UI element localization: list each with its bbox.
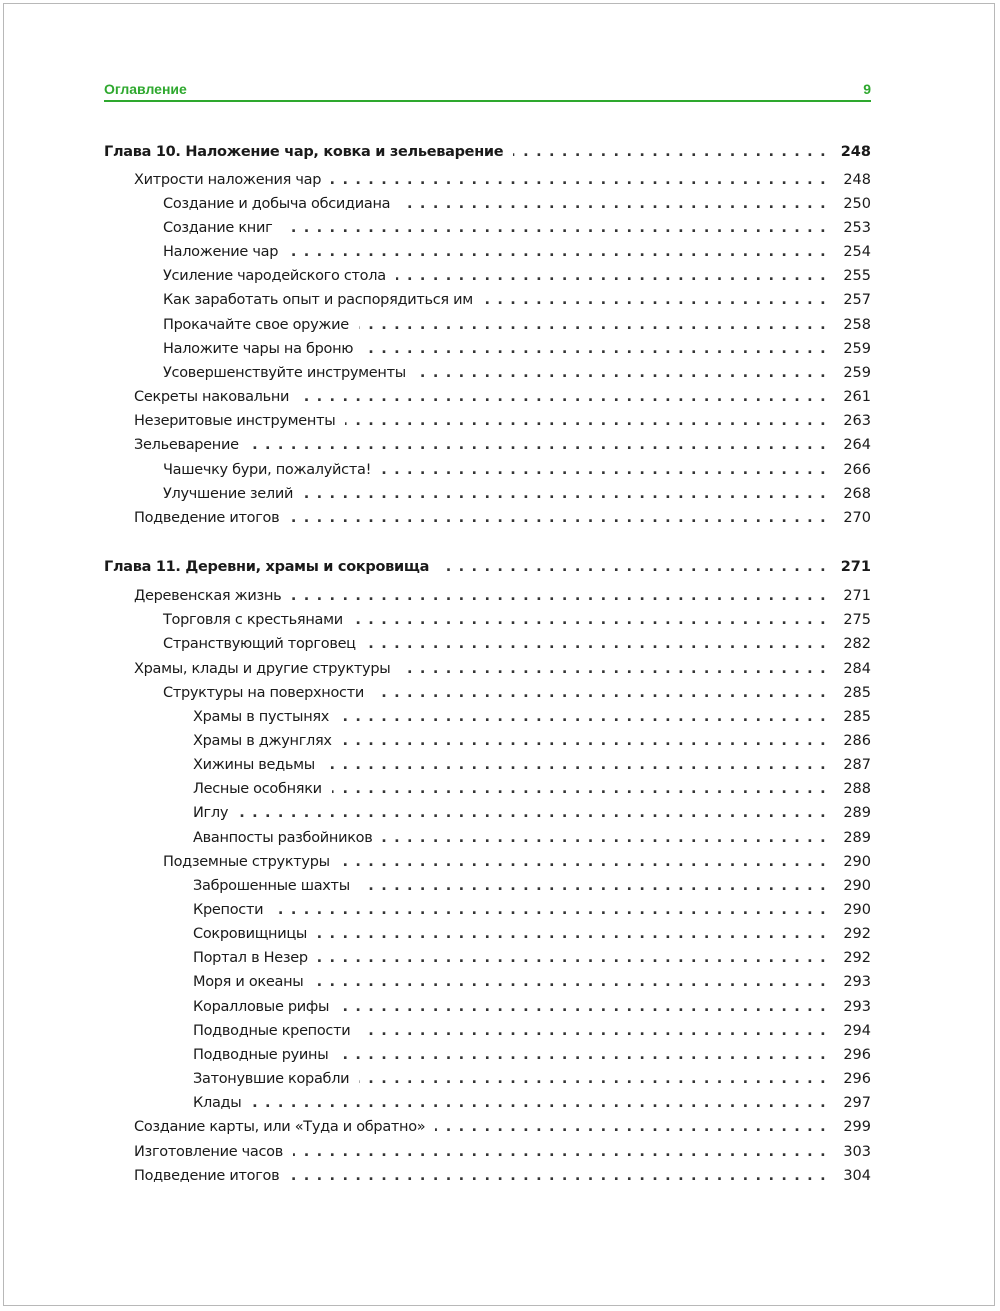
toc-entry-page: 286 [843, 733, 871, 749]
toc-entry-title: Храмы в джунглях [193, 729, 342, 753]
toc-entry-title: Храмы в пустынях [193, 705, 339, 729]
toc-entry-page: 294 [843, 1023, 871, 1039]
dot-leader [360, 874, 837, 898]
toc-entry[interactable] [104, 288, 871, 312]
dot-leader [340, 850, 837, 874]
dot-leader [483, 288, 837, 312]
toc-entry-title: Глава 11. Деревни, храмы и сокровища [104, 555, 439, 579]
toc-entry[interactable] [104, 216, 871, 240]
toc-entry-title: Наложите чары на броню [163, 337, 363, 361]
toc-entry[interactable] [104, 995, 871, 1019]
dot-leader [513, 140, 837, 164]
dot-leader [317, 922, 837, 946]
toc-entry-page: 288 [843, 781, 871, 797]
toc-entry-title: Аванпосты разбойников [193, 826, 382, 850]
toc-entry-page: 285 [843, 685, 871, 701]
dot-leader [251, 1091, 837, 1115]
toc-chapter-entry[interactable] [104, 140, 871, 164]
dot-leader [339, 995, 837, 1019]
toc-entry-page: 296 [843, 1047, 871, 1063]
toc-entry-page: 275 [843, 612, 871, 628]
toc-entry-page: 263 [843, 413, 871, 429]
toc-entry-title: Секреты наковальни [134, 385, 299, 409]
dot-leader [313, 970, 837, 994]
toc-entry-page: 303 [843, 1144, 871, 1160]
toc-entry-title: Деревенская жизнь [134, 584, 291, 608]
toc-entry-page: 304 [843, 1168, 871, 1184]
dot-leader [338, 1043, 837, 1067]
section-title: Оглавление [104, 81, 187, 97]
toc-entry[interactable] [104, 337, 871, 361]
toc-entry-title: Моря и океаны [193, 970, 313, 994]
running-header [104, 75, 871, 102]
toc-entry-title: Создание книг [163, 216, 282, 240]
toc-entry-page: 261 [843, 389, 871, 405]
dot-leader [360, 1019, 837, 1043]
dot-leader [359, 313, 837, 337]
toc-entry-page: 250 [843, 196, 871, 212]
toc-entry-title: Усиление чародейского стола [163, 264, 396, 288]
dot-leader [318, 946, 837, 970]
toc-entry-page: 254 [843, 244, 871, 260]
dot-leader [339, 705, 837, 729]
toc-entry[interactable] [104, 168, 871, 192]
toc-entry-title: Зельеварение [134, 433, 249, 457]
toc-entry-title: Чашечку бури, пожалуйста! [163, 458, 381, 482]
page-number: 9 [863, 81, 871, 97]
toc-chapter-entry[interactable] [104, 555, 871, 579]
dot-leader [299, 385, 837, 409]
toc-entry[interactable] [104, 705, 871, 729]
dot-leader [416, 361, 837, 385]
toc-entry-title: Подводные крепости [193, 1019, 360, 1043]
toc-entry-title: Подводные руины [193, 1043, 338, 1067]
toc-entry-title: Глава 10. Наложение чар, ковка и зельеварение [104, 140, 513, 164]
dot-leader [293, 1140, 837, 1164]
toc-entry[interactable] [104, 458, 871, 482]
toc-entry[interactable] [104, 1019, 871, 1043]
dot-leader [359, 1067, 837, 1091]
toc-entry-page: 248 [843, 172, 871, 188]
dot-leader [288, 240, 837, 264]
toc-entry-page: 289 [843, 805, 871, 821]
toc-entry-title: Как заработать опыт и распорядиться им [163, 288, 483, 312]
dot-leader [332, 777, 837, 801]
toc-entry-title: Иглу [193, 801, 238, 825]
toc-entry-title: Структуры на поверхности [163, 681, 374, 705]
dot-leader [345, 409, 837, 433]
toc-entry-page: 290 [843, 854, 871, 870]
toc-entry-page: 299 [843, 1119, 871, 1135]
toc-entry-title: Заброшенные шахты [193, 874, 360, 898]
toc-entry[interactable] [104, 506, 871, 530]
toc-entry-page: 290 [843, 878, 871, 894]
toc-entry[interactable] [104, 970, 871, 994]
toc-entry-title: Прокачайте свое оружие [163, 313, 359, 337]
toc-entry-title: Создание карты, или «Туда и обратно» [134, 1115, 435, 1139]
toc-entry-page: 290 [843, 902, 871, 918]
toc-entry[interactable] [104, 1067, 871, 1091]
dot-leader [331, 168, 837, 192]
toc-entry-title: Странствующий торговец [163, 632, 366, 656]
dot-leader [303, 482, 837, 506]
toc-entry-title: Сокровищницы [193, 922, 317, 946]
toc-entry[interactable] [104, 192, 871, 216]
toc-entry-title: Усовершенствуйте инструменты [163, 361, 416, 385]
toc-entry-page: 255 [843, 268, 871, 284]
dot-leader [249, 433, 837, 457]
toc-entry-page: 293 [843, 999, 871, 1015]
toc-entry-page: 293 [843, 974, 871, 990]
toc-entry[interactable] [104, 240, 871, 264]
toc-entry[interactable] [104, 874, 871, 898]
toc-entry[interactable] [104, 681, 871, 705]
dot-leader [439, 555, 837, 579]
toc-entry[interactable] [104, 826, 871, 850]
toc-entry-title: Создание и добыча обсидиана [163, 192, 400, 216]
toc-entry-title: Подземные структуры [163, 850, 340, 874]
toc-entry-page: 259 [843, 341, 871, 357]
toc-entry-title: Лесные особняки [193, 777, 332, 801]
toc-entry-title: Коралловые рифы [193, 995, 339, 1019]
toc-entry-page: 253 [843, 220, 871, 236]
toc-entry-page: 284 [843, 661, 871, 677]
dot-leader [435, 1115, 837, 1139]
toc-entry[interactable] [104, 850, 871, 874]
toc-entry-page: 271 [840, 559, 871, 575]
toc-entry[interactable] [104, 946, 871, 970]
toc-entry-page: 292 [843, 950, 871, 966]
toc-entry[interactable] [104, 1091, 871, 1115]
toc-entry[interactable] [104, 1164, 871, 1188]
dot-leader [396, 264, 837, 288]
dot-leader [363, 337, 837, 361]
toc-entry-page: 257 [843, 292, 871, 308]
toc-entry-title: Хитрости наложения чар [134, 168, 331, 192]
toc-entry[interactable] [104, 482, 871, 506]
toc-entry[interactable] [104, 385, 871, 409]
toc-entry[interactable] [104, 1140, 871, 1164]
dot-leader [400, 192, 837, 216]
toc-entry-page: 296 [843, 1071, 871, 1087]
toc-entry[interactable] [104, 801, 871, 825]
toc-entry-title: Улучшение зелий [163, 482, 303, 506]
toc-entry-title: Храмы, клады и другие структуры [134, 657, 400, 681]
toc-entry[interactable] [104, 584, 871, 608]
dot-leader [342, 729, 837, 753]
toc-entry-page: 289 [843, 830, 871, 846]
toc-entry-title: Незеритовые инструменты [134, 409, 345, 433]
toc-entry-page: 258 [843, 317, 871, 333]
toc-entry-title: Подведение итогов [134, 506, 289, 530]
toc-entry-title: Клады [193, 1091, 251, 1115]
toc-entry[interactable] [104, 1043, 871, 1067]
toc-entry-page: 268 [843, 486, 871, 502]
dot-leader [289, 506, 837, 530]
toc-entry-page: 292 [843, 926, 871, 942]
toc-entry-title: Подведение итогов [134, 1164, 289, 1188]
toc-entry[interactable] [104, 922, 871, 946]
toc-entry-title: Портал в Незер [193, 946, 318, 970]
toc-entry-title: Торговля с крестьянами [163, 608, 353, 632]
toc-entry-title: Наложение чар [163, 240, 288, 264]
toc-entry[interactable] [104, 313, 871, 337]
dot-leader [273, 898, 837, 922]
dot-leader [374, 681, 837, 705]
toc-entry-page: 287 [843, 757, 871, 773]
toc-entry[interactable] [104, 361, 871, 385]
dot-leader [238, 801, 837, 825]
toc-entry-page: 282 [843, 636, 871, 652]
toc-entry[interactable] [104, 409, 871, 433]
toc-entry-page: 248 [840, 144, 871, 160]
toc-entry[interactable] [104, 264, 871, 288]
toc-entry-page: 270 [843, 510, 871, 526]
toc-entry-title: Крепости [193, 898, 273, 922]
toc-entry[interactable] [104, 608, 871, 632]
toc-entry-page: 259 [843, 365, 871, 381]
toc-entry[interactable] [104, 777, 871, 801]
dot-leader [382, 826, 837, 850]
toc-entry[interactable] [104, 1115, 871, 1139]
toc-entry-page: 264 [843, 437, 871, 453]
toc-entry[interactable] [104, 898, 871, 922]
dot-leader [381, 458, 837, 482]
dot-leader [291, 584, 837, 608]
toc-entry-page: 266 [843, 462, 871, 478]
toc-entry[interactable] [104, 657, 871, 681]
toc-entry-title: Изготовление часов [134, 1140, 293, 1164]
dot-leader [289, 1164, 837, 1188]
toc-entry-page: 285 [843, 709, 871, 725]
toc-entry[interactable] [104, 753, 871, 777]
dot-leader [325, 753, 837, 777]
toc-entry-title: Хижины ведьмы [193, 753, 325, 777]
toc-entry-page: 297 [843, 1095, 871, 1111]
dot-leader [353, 608, 837, 632]
dot-leader [400, 657, 837, 681]
toc-entry-page: 271 [843, 588, 871, 604]
toc-entry[interactable] [104, 729, 871, 753]
dot-leader [282, 216, 837, 240]
dot-leader [366, 632, 837, 656]
toc-entry-title: Затонувшие корабли [193, 1067, 359, 1091]
toc-entry[interactable] [104, 433, 871, 457]
toc-entry[interactable] [104, 632, 871, 656]
